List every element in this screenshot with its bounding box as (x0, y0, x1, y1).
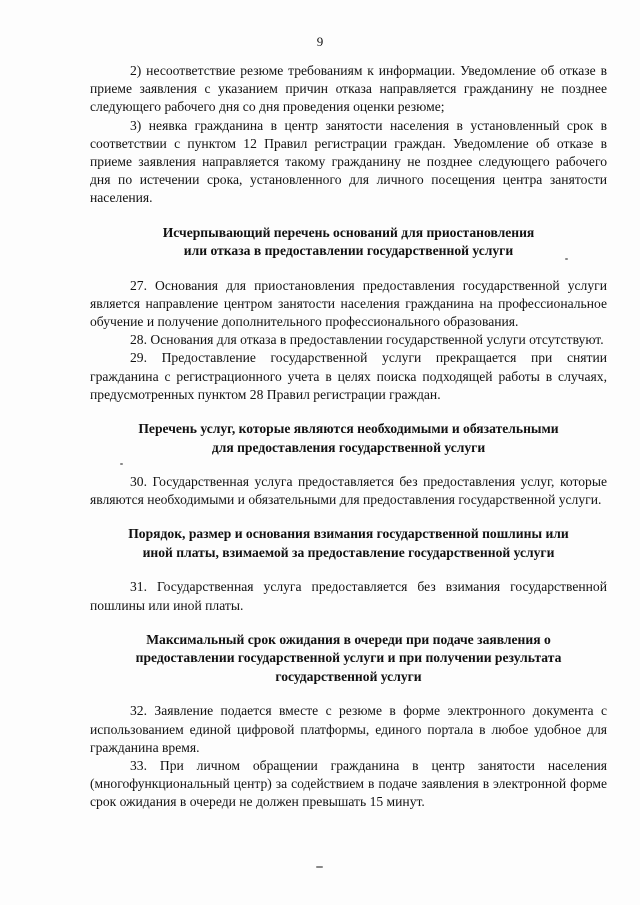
paragraph-28: 28. Основания для отказа в предоставлении государственной услуги отсутствуют. (130, 332, 604, 348)
document-body (90, 62, 607, 812)
paragraph-32: 32. Заявление подается вместе с резюме в форме электронного документа с использованием единой цифровой платформы, единого портала в любое удобное для гражданина время. (90, 703, 607, 755)
scan-speck (120, 463, 123, 465)
paragraph-30: 30. Государственная услуга предоставляется без предоставления услуг, которые являются необходимыми и обязательными для предоставления государственной услуги. (90, 474, 607, 508)
section-heading-fees: Порядок, размер и основания взимания государственной пошлины или иной платы, взимаемой за предоставление государственной услуги (128, 526, 569, 560)
paragraph-33: 33. При личном обращении гражданина в центр занятости населения (многофункциональный центр) за содействием в подаче заявления в электронной форме срок ожидания в очереди не должен превышать 15 минут. (90, 757, 607, 810)
section-heading-suspension-grounds: Исчерпывающий перечень оснований для приостановления или отказа в предоставлении государственной услуги (162, 224, 535, 259)
paragraph-item-3: 3) неявка гражданина в центр занятости населения в установленный срок в соответствии с пунктом 12 Правил регистрации граждан. Уведомление об отказе в приеме заявления направляется такому гражданину не позднее следующего рабочего дня по истечении срока, установленного для личного посещения центра занятости населения. (90, 117, 607, 206)
paragraph-31: 31. Государственная услуга предоставляется без взимания государственной пошлины или иной платы. (90, 579, 607, 613)
paragraph-29: 29. Предоставление государственной услуги прекращается при снятии гражданина с регистрационного учета в целях поиска подходящей работы в случаях, предусмотренных пунктом 28 Правил регистрации граждан. (90, 350, 607, 402)
section-heading-required-services: Перечень услуг, которые являются необходимыми и обязательными для предоставления государственной услуги (138, 421, 559, 455)
paragraph-27: 27. Основания для приостановления предоставления государственной услуги является направление центром занятости населения гражданина на профессиональное обучение и получение дополнительного профессионального образования. (90, 277, 607, 330)
page-number: 9 (316, 34, 324, 49)
scan-speck (316, 866, 323, 868)
scan-speck (565, 258, 568, 260)
paragraph-item-2: 2) несоответствие резюме требованиям к информации. Уведомление об отказе в приеме заявления с указанием причин отказа направляется гражданину не позднее следующего рабочего дня со дня проведения оценки резюме; (90, 63, 607, 115)
section-heading-waiting-time: Максимальный срок ожидания в очереди при подаче заявления о предоставлении государственной услуги и при получении результата государственной услуги (135, 631, 562, 684)
